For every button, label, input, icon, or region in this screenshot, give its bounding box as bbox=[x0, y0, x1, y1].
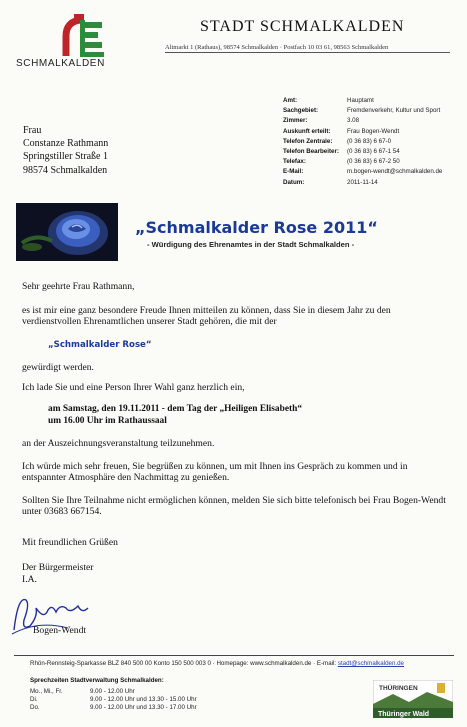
info-value: (0 36 83) 6 67-2 50 bbox=[347, 158, 400, 166]
recipient-line: Springstiller Straße 1 bbox=[23, 151, 108, 163]
city-title: STADT SCHMALKALDEN bbox=[200, 18, 405, 35]
badge-bottom-text: Thüringer Wald bbox=[378, 711, 430, 718]
event-date: am Samstag, den 19.11.2011 - dem Tag der „Heiligen Elisabeth“ bbox=[48, 404, 303, 414]
hours-time: 9.00 - 12.00 Uhr und 13.30 - 17.00 Uhr bbox=[90, 704, 197, 712]
info-label: Amt: bbox=[283, 97, 298, 104]
info-block bbox=[283, 96, 442, 188]
info-label: Zimmer: bbox=[283, 117, 308, 125]
info-label: Telefax: bbox=[283, 158, 306, 166]
info-label: E-Mail: bbox=[283, 168, 304, 176]
signer-name: Bogen-Wendt bbox=[33, 625, 87, 636]
paragraph-rsvp: Sollten Sie Ihre Teilnahme nicht ermöglichen können, melden Sie sich bitte telefonisch bei Frau Bogen-Wendt unter 03683 667154. bbox=[22, 495, 446, 518]
paragraph-greeting: Ich würde mich sehr freuen, Sie begrüßen zu können, um mit Ihnen ins Gespräch zu kommen und in entspannter Atmosphäre den Nachmittag zu genießen. bbox=[22, 461, 408, 484]
award-title: „Schmalkalder Rose 2011“ bbox=[135, 218, 378, 237]
info-value: (0 36 83) 6 67-1 54 bbox=[347, 148, 400, 156]
paragraph-intro: es ist mir eine ganz besondere Freude Ihnen mitteilen zu können, dass Sie in diesem Jahr zu den verdienstvollen Ehrenamtlichen unserer Stadt gehören, die mit der bbox=[22, 305, 391, 328]
header-divider bbox=[165, 52, 450, 53]
info-value: (0 36 83) 6 67-0 bbox=[347, 137, 392, 145]
info-value: Frau Bogen-Wendt bbox=[347, 127, 400, 135]
bank-text: Rhön-Rennsteig-Sparkasse BLZ 840 500 00 Konto 150 500 003 0 · Homepage: www.schmalkalden.de · E-mail: bbox=[30, 660, 337, 667]
office-hours bbox=[30, 688, 197, 713]
info-value: Hauptamt bbox=[347, 97, 374, 104]
recipient-line: Frau bbox=[23, 125, 42, 136]
footer-divider bbox=[14, 655, 454, 656]
email-link[interactable]: stadt@schmalkalden.de bbox=[337, 660, 404, 667]
hours-time: 9.00 - 12.00 Uhr bbox=[90, 688, 135, 695]
hours-day: Di. bbox=[30, 696, 38, 704]
recipient-line: Constanze Rathmann bbox=[23, 138, 109, 150]
hours-time: 9.00 - 12.00 Uhr und 13.30 - 15.00 Uhr bbox=[90, 696, 197, 704]
thueringer-wald-logo bbox=[373, 680, 453, 718]
info-value: 3.08 bbox=[347, 117, 360, 125]
paragraph-intro-end: gewürdigt werden. bbox=[22, 362, 94, 373]
info-value: 2011-11-14 bbox=[347, 178, 378, 186]
address-line: Altmarkt 1 (Rathaus), 98574 Schmalkalden · Postfach 10 03 61, 98563 Schmalkalden bbox=[165, 44, 389, 51]
logo-text: SCHMALKALDEN bbox=[16, 58, 105, 69]
recipient-address bbox=[23, 124, 108, 177]
invitation-end: an der Auszeichnungsveranstaltung teilzunehmen. bbox=[22, 438, 215, 449]
bank-details bbox=[30, 660, 404, 667]
invitation-line: Ich lade Sie und eine Person Ihrer Wahl ganz herzlich ein, bbox=[22, 382, 245, 393]
info-label: Datum: bbox=[283, 178, 305, 186]
info-label: Auskunft erteilt: bbox=[283, 127, 331, 135]
mayor-line: Der Bürgermeister bbox=[22, 562, 94, 573]
salutation: Sehr geehrte Frau Rathmann, bbox=[22, 281, 135, 292]
office-hours-title: Sprechzeiten Stadtverwaltung Schmalkalden: bbox=[30, 677, 164, 684]
ia-line: I.A. bbox=[22, 574, 37, 585]
badge-top-text: THÜRINGEN bbox=[379, 685, 418, 692]
blue-rose-image bbox=[16, 203, 118, 261]
event-time-place: um 16.00 Uhr im Rathaussaal bbox=[48, 416, 167, 426]
recipient-line: 98574 Schmalkalden bbox=[23, 164, 108, 176]
hours-day: Mo., Mi., Fr. bbox=[30, 688, 63, 695]
hours-day: Do. bbox=[30, 704, 40, 712]
closing: Mit freundlichen Grüßen bbox=[22, 537, 118, 548]
info-value: Fremdenverkehr, Kultur und Sport bbox=[347, 107, 441, 115]
info-label: Telefon Zentrale: bbox=[283, 137, 333, 145]
info-label: Telefon Bearbeiter: bbox=[283, 148, 339, 156]
info-value: m.bogen-wendt@schmalkalden.de bbox=[347, 168, 443, 176]
award-subtitle: - Würdigung des Ehrenamtes in der Stadt Schmalkalden - bbox=[147, 240, 355, 249]
info-label: Sachgebiet: bbox=[283, 107, 319, 115]
award-name: „Schmalkalder Rose“ bbox=[48, 340, 152, 350]
